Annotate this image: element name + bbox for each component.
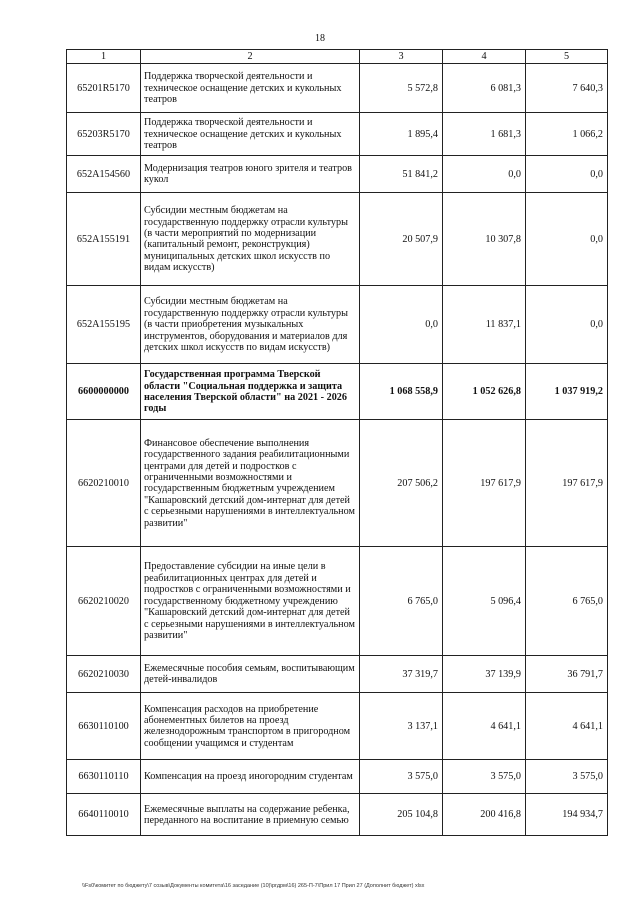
- table-row: [67, 760, 608, 794]
- row-name: Поддержка творческой деятельности и техническое оснащение детских и кукольных театров: [141, 113, 360, 156]
- row-value-col5: 1 066,2: [526, 113, 608, 156]
- header-col-4: 4: [443, 50, 526, 64]
- row-name: Модернизация театров юного зрителя и театров кукол: [141, 156, 360, 193]
- row-value-col3: 37 319,7: [360, 656, 443, 693]
- table-row: [67, 286, 608, 364]
- row-code: 6620210020: [67, 547, 141, 656]
- row-name: Предоставление субсидии на иные цели в реабилитационных центрах для детей и подростков с ограниченными возможностями и государственному бюджетному учреждению "Кашаровский детский дом-интернат для детей с серьезными нарушениями в интеллектуальном развитии": [141, 547, 360, 656]
- table-row: [67, 693, 608, 760]
- row-value-col3: 1 068 558,9: [360, 364, 443, 420]
- row-value-col5: 6 765,0: [526, 547, 608, 656]
- row-value-col5: 0,0: [526, 286, 608, 364]
- header-col-1: 1: [67, 50, 141, 64]
- row-code: 6640110010: [67, 794, 141, 836]
- row-code: 6620210030: [67, 656, 141, 693]
- row-value-col4: 5 096,4: [443, 547, 526, 656]
- row-code: 65201R5170: [67, 64, 141, 113]
- row-value-col3: 3 137,1: [360, 693, 443, 760]
- row-value-col4: 1 052 626,8: [443, 364, 526, 420]
- table-row: [67, 156, 608, 193]
- file-path-footer: \\Fs0\комитет по бюджету\7 созыв\Документы комитета\16 заседание (10)\ргдрм\16) 265-П-7\Прил 17 Прил 27 (Дополнит бюджет) xlsx: [82, 883, 425, 889]
- row-value-col4: 37 139,9: [443, 656, 526, 693]
- table-row: [67, 364, 608, 420]
- table-row: [67, 656, 608, 693]
- header-col-5: 5: [526, 50, 608, 64]
- row-value-col4: 6 081,3: [443, 64, 526, 113]
- row-value-col5: 36 791,7: [526, 656, 608, 693]
- table-row: [67, 420, 608, 547]
- row-value-col4: 11 837,1: [443, 286, 526, 364]
- row-code: 6600000000: [67, 364, 141, 420]
- row-name: Государственная программа Тверской области "Социальная поддержка и защита населения Тверской области" на 2021 - 2026 годы: [141, 364, 360, 420]
- row-name: Субсидии местным бюджетам на государственную поддержку отрасли культуры (в части приобретения музыкальных инструментов, оборудования и материалов для детских школ искусств по видам искусств): [141, 286, 360, 364]
- row-name: Ежемесячные выплаты на содержание ребенка, переданного на воспитание в приемную семью: [141, 794, 360, 836]
- row-name: Субсидии местным бюджетам на государственную поддержку отрасли культуры (в части мероприятий по модернизации (капитальный ремонт, реконструкция) муниципальных детских школ искусств по видам искусств): [141, 193, 360, 286]
- row-value-col3: 3 575,0: [360, 760, 443, 794]
- row-value-col5: 1 037 919,2: [526, 364, 608, 420]
- header-col-3: 3: [360, 50, 443, 64]
- row-value-col4: 10 307,8: [443, 193, 526, 286]
- row-value-col4: 1 681,3: [443, 113, 526, 156]
- row-code: 652A154560: [67, 156, 141, 193]
- row-name: Компенсация на проезд иногородним студентам: [141, 760, 360, 794]
- row-value-col5: 0,0: [526, 193, 608, 286]
- row-value-col5: 197 617,9: [526, 420, 608, 547]
- row-value-col3: 1 895,4: [360, 113, 443, 156]
- row-code: 652A155191: [67, 193, 141, 286]
- row-value-col4: 200 416,8: [443, 794, 526, 836]
- row-value-col3: 6 765,0: [360, 547, 443, 656]
- row-code: 6630110110: [67, 760, 141, 794]
- table-row: [67, 794, 608, 836]
- row-value-col4: 4 641,1: [443, 693, 526, 760]
- row-value-col3: 205 104,8: [360, 794, 443, 836]
- row-code: 65203R5170: [67, 113, 141, 156]
- row-value-col5: 194 934,7: [526, 794, 608, 836]
- row-name: Ежемесячные пособия семьям, воспитывающим детей-инвалидов: [141, 656, 360, 693]
- row-code: 6620210010: [67, 420, 141, 547]
- table-row: [67, 193, 608, 286]
- row-value-col3: 20 507,9: [360, 193, 443, 286]
- row-code: 652A155195: [67, 286, 141, 364]
- row-value-col3: 51 841,2: [360, 156, 443, 193]
- row-value-col3: 0,0: [360, 286, 443, 364]
- row-value-col4: 0,0: [443, 156, 526, 193]
- row-value-col5: 0,0: [526, 156, 608, 193]
- table-row: [67, 64, 608, 113]
- row-value-col5: 7 640,3: [526, 64, 608, 113]
- row-value-col3: 207 506,2: [360, 420, 443, 547]
- row-value-col5: 4 641,1: [526, 693, 608, 760]
- header-row: [67, 50, 608, 64]
- table-row: [67, 113, 608, 156]
- row-name: Компенсация расходов на приобретение абонементных билетов на проезд железнодорожным транспортом в пригородном сообщении учащимся и студентам: [141, 693, 360, 760]
- table-row: [67, 547, 608, 656]
- row-value-col4: 3 575,0: [443, 760, 526, 794]
- row-code: 6630110100: [67, 693, 141, 760]
- row-value-col4: 197 617,9: [443, 420, 526, 547]
- row-value-col3: 5 572,8: [360, 64, 443, 113]
- page-number: 18: [315, 33, 325, 44]
- row-name: Поддержка творческой деятельности и техническое оснащение детских и кукольных театров: [141, 64, 360, 113]
- row-name: Финансовое обеспечение выполнения государственного задания реабилитационными центрами для детей и подростков с ограниченными возможностями и государственным бюджетным учреждением "Кашаровский детский дом-интернат для детей с серьезными нарушениями в интеллектуальном развитии": [141, 420, 360, 547]
- header-col-2: 2: [141, 50, 360, 64]
- budget-table: [66, 49, 608, 836]
- row-value-col5: 3 575,0: [526, 760, 608, 794]
